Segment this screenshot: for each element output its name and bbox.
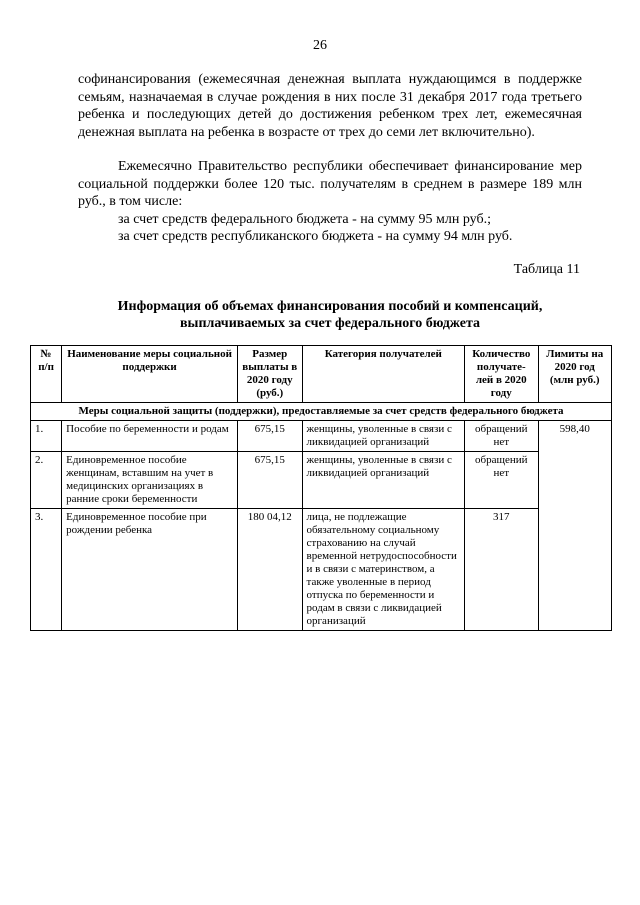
list-item-federal: за счет средств федерального бюджета - на сумму 95 млн руб.;	[118, 212, 492, 227]
row-num: 1.	[31, 421, 62, 452]
row-num: 3.	[31, 509, 62, 631]
table-row	[31, 509, 612, 631]
header-category: Категория получателей	[302, 346, 465, 403]
row-count: 317	[465, 509, 538, 631]
section-title: Меры социальной защиты (поддержки), предоставляемые за счет средств федерального бюджета	[31, 403, 612, 421]
table-row	[31, 421, 612, 452]
row-num: 2.	[31, 452, 62, 509]
row-name: Единовременное пособие женщинам, вставшим на учет в медицинских организациях в ранние сроки беременности	[62, 452, 238, 509]
list-item-republic: за счет средств республиканского бюджета - на сумму 94 млн руб.	[118, 229, 513, 244]
row-name: Единовременное пособие при рождении ребенка	[62, 509, 238, 631]
row-category: женщины, уволенные в связи с ликвидацией организаций	[302, 421, 465, 452]
paragraph-2: Ежемесячно Правительство республики обеспечивает финансирование мер социальной поддержки более 120 тыс. получателям в среднем в размере 189 млн руб., в том числе:	[78, 159, 582, 209]
table-row	[31, 452, 612, 509]
table-header-row	[31, 346, 612, 403]
row-size: 675,15	[238, 421, 303, 452]
page-number: 26	[313, 38, 327, 53]
row-size: 675,15	[238, 452, 303, 509]
header-count: Количество получате-лей в 2020 году	[465, 346, 538, 403]
table-section-row	[31, 403, 612, 421]
row-category: женщины, уволенные в связи с ликвидацией организаций	[302, 452, 465, 509]
header-size: Размер выплаты в 2020 году (руб.)	[238, 346, 303, 403]
row-name: Пособие по беременности и родам	[62, 421, 238, 452]
table-label: Таблица 11	[513, 262, 580, 277]
header-num: № п/п	[31, 346, 62, 403]
row-count: обращений нет	[465, 421, 538, 452]
header-limit: Лимиты на 2020 год (млн руб.)	[538, 346, 612, 403]
header-name: Наименование меры социальной поддержки	[62, 346, 238, 403]
limit-value: 598,40	[538, 421, 612, 631]
row-size: 180 04,12	[238, 509, 303, 631]
row-count: обращений нет	[465, 452, 538, 509]
paragraph-1: софинансирования (ежемесячная денежная выплата нуждающимся в поддержке семьям, назначаемая в случае рождения в них после 31 декабря 2017 года третьего ребенка и последующих детей до достижения ребенком трех лет, ежемесячная денежная выплата на ребенка в возрасте от трех до семи лет включительно).	[78, 72, 582, 140]
table-title: Информация об объемах финансирования пособий и компенсаций, выплачиваемых за счет федерального бюджета	[117, 299, 543, 331]
row-category: лица, не подлежащие обязательному социальному страхованию на случай временной нетрудоспособности и в связи с материнством, а также уволенные в период отпуска по беременности и родам в связи с ликвидацией организаций	[302, 509, 465, 631]
benefits-table	[30, 345, 612, 631]
